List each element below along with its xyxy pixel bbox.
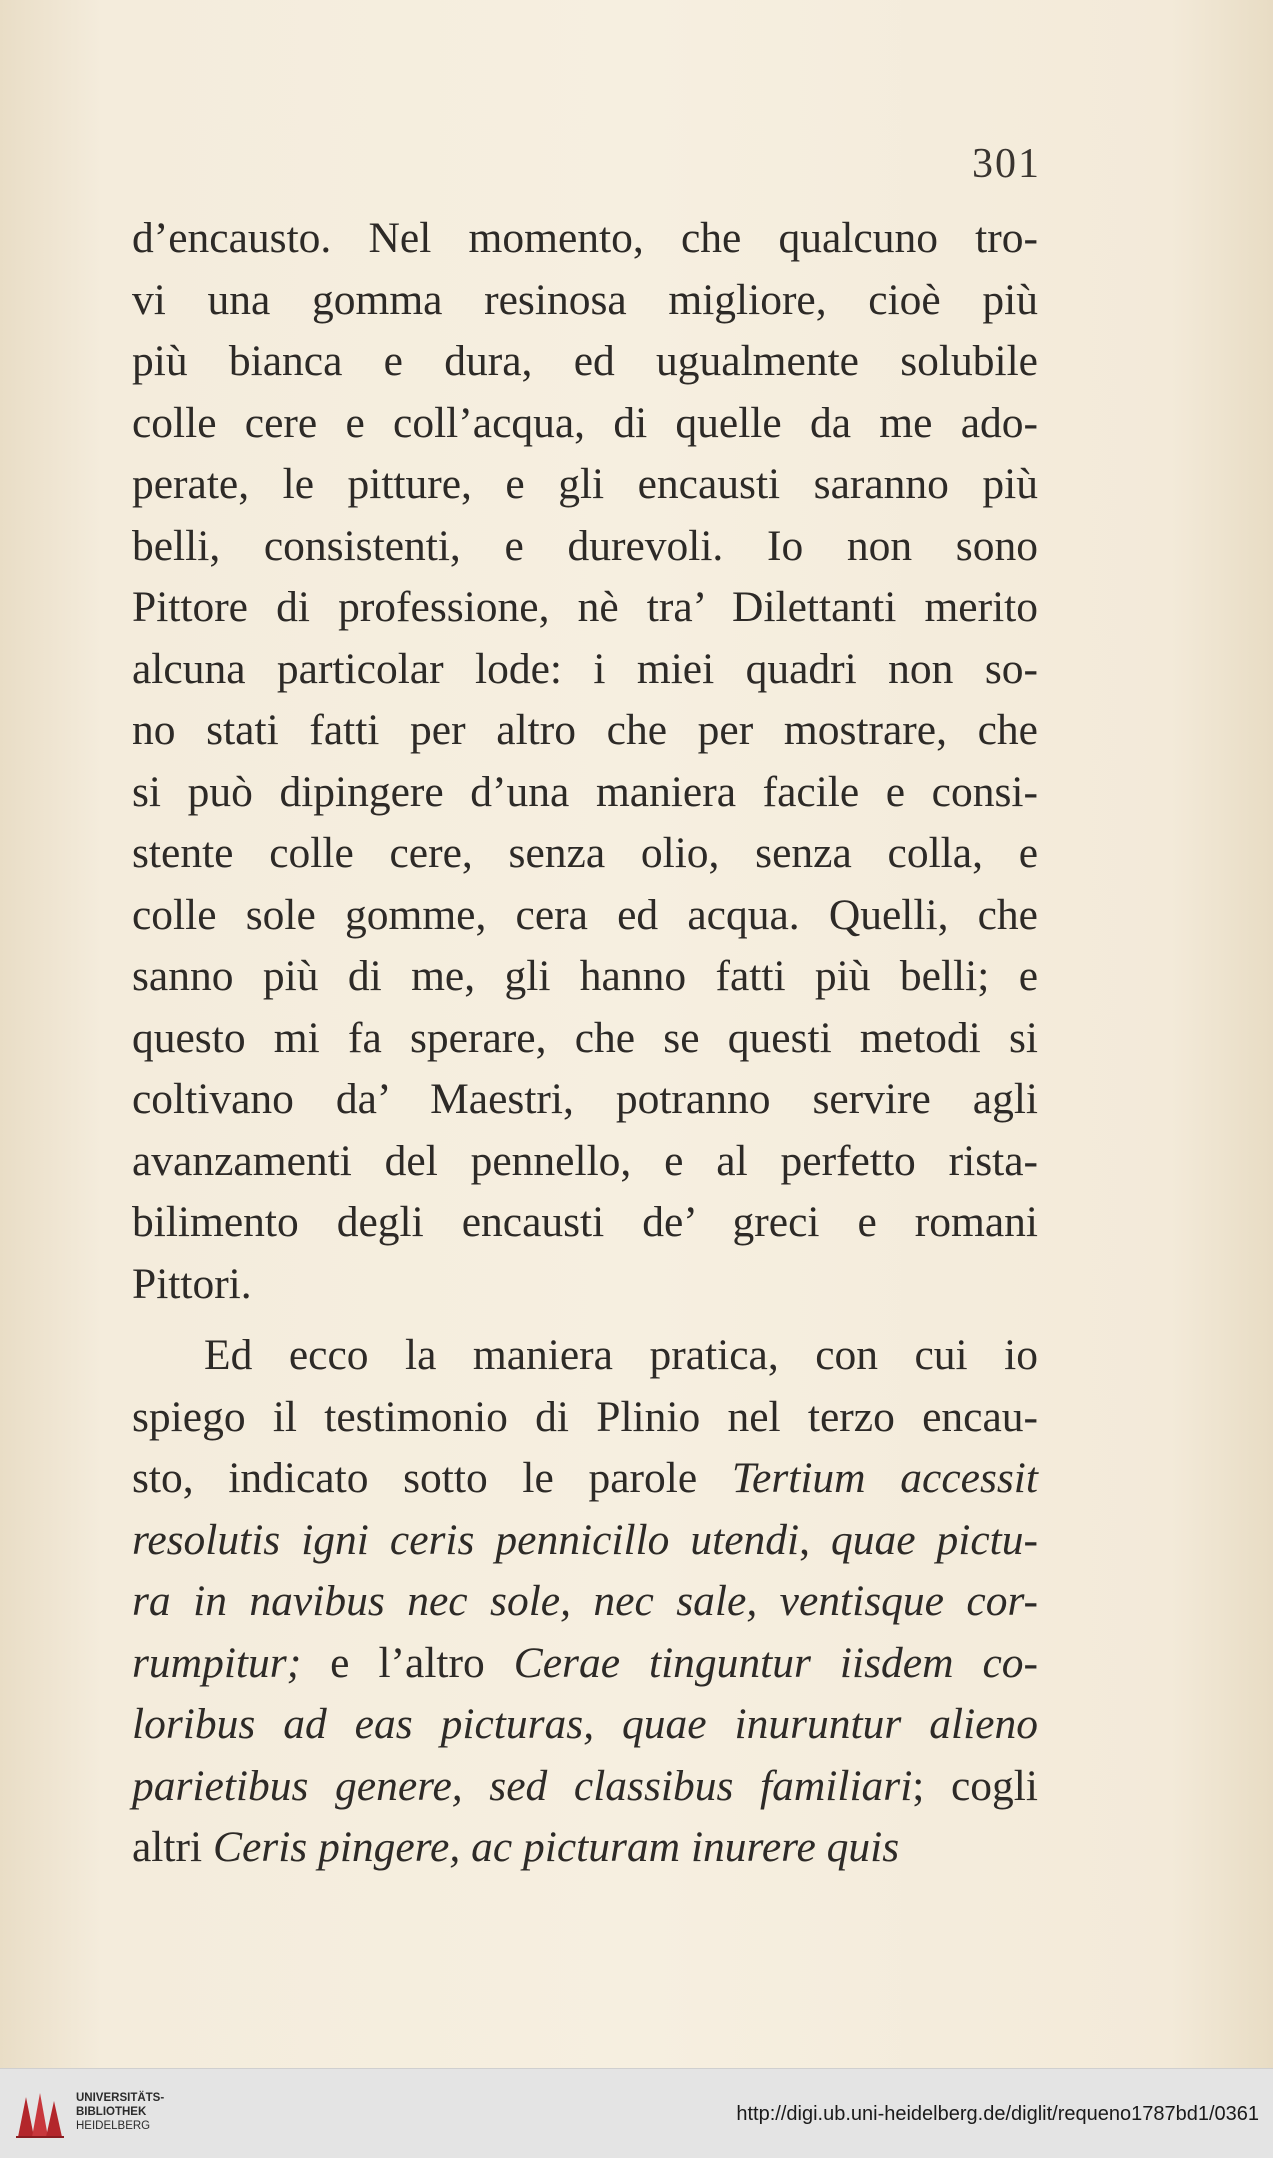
text-line (132, 1448, 1038, 1510)
roman-text: Pittore di professione, nè tra’ Dilettanti merito (132, 583, 1038, 631)
text-line (132, 1069, 1038, 1131)
text-line (132, 700, 1038, 762)
italic-text: quae pictu- (830, 1515, 1038, 1564)
text-line (132, 1192, 1038, 1254)
text-line (132, 1254, 1038, 1316)
page-number: 301 (972, 141, 1041, 187)
text-line (132, 762, 1038, 824)
text-line (132, 208, 1038, 270)
text-line (132, 885, 1038, 947)
roman-text: colle sole gomme, cera ed acqua. Quelli, che (132, 890, 1038, 939)
body-text (132, 208, 1038, 1879)
source-url[interactable]: http://digi.ub.uni-heidelberg.de/diglit/requeno1787bd1/0361 (736, 2103, 1259, 2125)
text-line (132, 1756, 1038, 1818)
roman-text: Pittori. (132, 1259, 252, 1308)
roman-text: , (799, 1515, 831, 1564)
text-line (132, 454, 1038, 516)
roman-text: stente colle cere, senza olio, senza colla, e (132, 829, 1038, 877)
text-line (132, 1633, 1038, 1695)
roman-text: spiego il testimonio di Plinio nel terzo encau- (132, 1392, 1038, 1441)
roman-text: alcuna particolar lode: i miei quadri non so- (132, 644, 1038, 693)
library-name-line-3: HEIDELBERG (76, 2120, 151, 2132)
roman-text: si può dipingere d’una maniera facile e consi- (132, 767, 1038, 816)
italic-text: ra in navibus nec sole, nec sale, ventisque cor- (132, 1577, 1038, 1625)
italic-text: rumpitur; (132, 1638, 302, 1687)
roman-text: perate, le pitture, e gli encausti saranno più (132, 460, 1038, 508)
text-line (132, 1571, 1038, 1633)
library-name-line-2: BIBLIOTHEK (76, 2106, 147, 2118)
roman-text: Ed ecco la maniera pratica, con cui io (204, 1331, 1038, 1379)
italic-text: loribus ad eas picturas, quae inuruntur alieno (132, 1700, 1038, 1748)
text-line (132, 1325, 1038, 1387)
text-line (132, 1510, 1038, 1572)
text-line (132, 1131, 1038, 1193)
footer-bar (0, 2068, 1273, 2158)
italic-text: resolutis igni ceris pennicillo utendi (132, 1515, 800, 1564)
roman-text: no stati fatti per altro che per mostrare, che (132, 706, 1038, 754)
text-line (132, 331, 1038, 393)
text-line (132, 1694, 1038, 1756)
paragraph-gap (132, 1315, 1038, 1325)
university-library-logo-icon[interactable] (12, 2087, 68, 2143)
text-line (132, 639, 1038, 701)
text-line (132, 577, 1038, 639)
roman-text: sto, indicato sotto le parole (132, 1454, 732, 1502)
library-name (76, 2091, 164, 2133)
text-line (132, 1008, 1038, 1070)
roman-text: più bianca e dura, ed ugualmente solubile (132, 337, 1038, 385)
roman-text: questo mi fa sperare, che se questi metodi si (132, 1013, 1038, 1062)
text-line (132, 1817, 1038, 1879)
text-line (132, 1387, 1038, 1449)
text-line (132, 393, 1038, 455)
text-line (132, 516, 1038, 578)
text-line (132, 270, 1038, 332)
italic-text: Cerae tinguntur iisdem co- (513, 1638, 1039, 1687)
text-line (132, 823, 1038, 885)
roman-text: belli, consistenti, e durevoli. Io non sono (132, 521, 1038, 570)
italic-text: Ceris pingere, ac picturam inurere quis (212, 1823, 900, 1871)
roman-text: ; cogli (912, 1761, 1038, 1810)
roman-text: d’encausto. Nel momento, che qualcuno tro- (132, 214, 1038, 262)
roman-text: colle cere e coll’acqua, di quelle da me ado- (132, 398, 1038, 447)
library-name-line-1: UNIVERSITÄTS- (76, 2092, 165, 2104)
roman-text: vi una gomma resinosa migliore, cioè più (132, 275, 1038, 324)
italic-text: parietibus genere, sed classibus familiari (132, 1761, 913, 1810)
roman-text: altri (132, 1823, 213, 1871)
roman-text: avanzamenti del pennello, e al perfetto rista- (132, 1136, 1038, 1185)
italic-text: Tertium accessit (731, 1454, 1038, 1502)
text-line (132, 946, 1038, 1008)
roman-text: bilimento degli encausti de’ greci e romani (132, 1198, 1038, 1246)
roman-text: e l’altro (301, 1638, 514, 1687)
roman-text: coltivano da’ Maestri, potranno servire agli (132, 1075, 1038, 1123)
roman-text: sanno più di me, gli hanno fatti più belli; e (132, 952, 1038, 1000)
